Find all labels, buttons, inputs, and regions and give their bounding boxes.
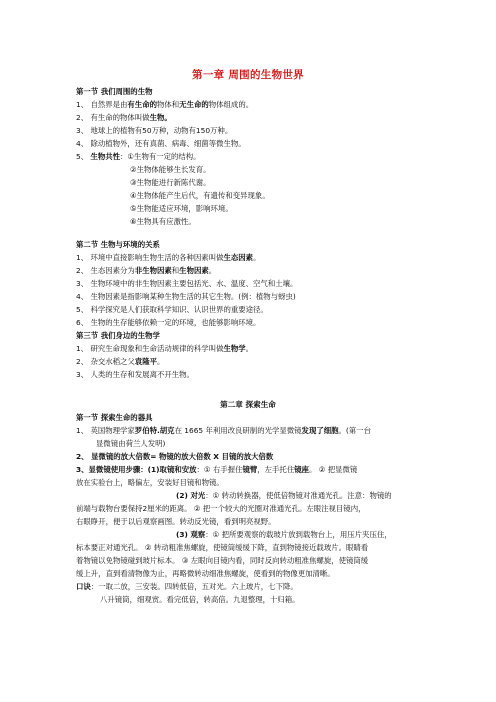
- sec3-item-2: [76, 357, 164, 366]
- sec2-item-4: 4、 生物因素是指影响某种生物生活的其它生物。(例：植物与蚜虫): [76, 292, 296, 301]
- trait-4: ④生物体能产生后代，有遗传和变异现象。: [130, 191, 270, 200]
- text: ：① 把所要观察的载玻片放到载物台上，用压片夹压住，: [205, 530, 392, 539]
- text: 1、 环境中直接影响生物生活的各种因素叫做: [76, 253, 224, 262]
- text: ：① 转动转换器，使低倍物镜对准通光孔。注意：物镜的: [205, 491, 392, 500]
- text: 在 1665 年利用改良研制的光学显微镜: [174, 426, 302, 435]
- mnemonic-cont: 八升镜筒，细观赏。看完低倍，转高倍。九退整理，十归箱。: [100, 595, 300, 604]
- trait-2: ②生物体能够生长发育。: [130, 165, 211, 174]
- sec2-item-5: 5、 科学探究是人们获取科学知识、认识世界的重要途径。: [76, 305, 268, 314]
- sec1-item-1: [76, 100, 253, 109]
- bold-text: 袁隆平: [134, 357, 157, 366]
- sec1-heading: 第一节 我们周围的生物: [76, 87, 153, 96]
- sec1-item-2: [76, 113, 172, 122]
- text: 。: [156, 357, 165, 366]
- trait-3: ③生物能进行新陈代谢。: [130, 178, 211, 187]
- sec1-item-3: 3、 地球上的植物有50万种，动物有150万种。: [76, 126, 233, 135]
- ch2-item-2: 2、 显微镜的放大倍数= 物镜的放大倍数 X 目镜的放大倍数: [76, 452, 274, 461]
- bold-text: 生物共性: [90, 152, 121, 161]
- bold-text: 镜臂: [242, 465, 258, 474]
- text: 1、 自然界是由: [76, 100, 128, 109]
- sec3-heading: 第三节 我们身边的生物学: [76, 331, 160, 340]
- text: ：① 右手握住: [196, 465, 243, 474]
- text: 物体组成的。: [208, 100, 254, 109]
- text: 物体和: [156, 100, 180, 109]
- text: 1、 英国物理学家: [76, 426, 135, 435]
- text: 。(第一台: [338, 426, 371, 435]
- step-3-cont-1: 标本要正对通光孔。 ② 转动粗准焦螺旋，使镜筒缓缓下降，直到物镜接近载玻片。眼睛看: [76, 543, 369, 552]
- trait-6: ⑥生物具有应激性。: [130, 217, 196, 226]
- sec3-item-1: [76, 344, 253, 353]
- step-3-cont-3: 缓上升，直到看清物像为止，再略微转动细准焦螺旋，使看到的物像更加清晰。: [76, 569, 335, 578]
- text: 。: [208, 266, 217, 275]
- sec2-item-6: 6、 生物的生存能够依赖一定的环境，也能够影响环境。: [76, 318, 261, 327]
- chapter2-title: 第二章 探索生命: [220, 400, 276, 409]
- bold-text: 生物。: [149, 113, 172, 122]
- bold-text: (3) 观察: [176, 530, 206, 539]
- text: 2、 有生命的物体叫做: [76, 113, 150, 122]
- text: ：一取二放，三安装。四转低倍，五对光。六上玻片，七下降。: [90, 582, 298, 591]
- sec2-item-1: [76, 253, 260, 262]
- bold-text: (2) 对光: [176, 491, 206, 500]
- bold-text: 口诀: [76, 582, 91, 591]
- bold-text: 生态因素: [223, 253, 254, 262]
- trait-5: ⑤生物能适应环境，影响环境。: [130, 204, 233, 213]
- ch2-item-3-cont: 放在实验台上，略偏左，安装好目镜和物镜。: [76, 478, 224, 487]
- step-3-cont-2: 着物镜以免物镜碰到玻片标本。 ③ 左眼向目镜内看，同时反向转动粗准焦螺旋，使镜筒缓: [76, 556, 369, 565]
- ch2-item-1-cont: 显微镜由荷兰人发明): [96, 439, 166, 448]
- sec3-item-3: 3、 人类的生存和发展离不开生物。: [76, 370, 194, 379]
- bold-text: 生物学: [223, 344, 246, 353]
- text: 2、 生态因素分为: [76, 266, 135, 275]
- text: 。: [253, 253, 261, 262]
- ch2-sec1-heading: 第一节 探索生命的器具: [76, 413, 153, 422]
- text: 1、 研究生命现象和生命活动规律的科学叫做: [76, 344, 224, 353]
- bold-text: 镜座: [294, 465, 310, 474]
- step-2-cont-2: 右眼睁开，便于以后观察画图。转动反光镜，看到明亮视野。: [76, 517, 276, 526]
- bold-text: 3、显微镜使用步骤：(1)取镜和安放: [76, 465, 197, 474]
- sec1-item-5: [76, 152, 201, 161]
- sec2-heading: 第二节 生物与环境的关系: [76, 240, 160, 249]
- bold-text: 非生物因素: [134, 266, 172, 275]
- text: 。 ② 把显微镜: [309, 465, 358, 474]
- text: 和: [171, 266, 180, 275]
- step-2: [176, 491, 392, 500]
- sec2-item-2: [76, 266, 216, 275]
- sec1-item-4: 4、 除动植物外，还有真菌、病毒、细菌等微生物。: [76, 139, 246, 148]
- text: ，左手托住: [257, 465, 295, 474]
- step-3: [176, 530, 392, 539]
- text: 5、: [76, 152, 91, 161]
- bold-text: 有生命的: [127, 100, 157, 109]
- bold-text: 罗伯特.胡克: [134, 426, 175, 435]
- chapter1-title: 第一章 周围的生物世界: [192, 69, 304, 81]
- ch2-item-3: [76, 465, 357, 474]
- ch2-item-1: [76, 426, 371, 435]
- bold-text: 发现了细胞: [301, 426, 339, 435]
- text: 2、 杂交水稻之父: [76, 357, 135, 366]
- mnemonic: [76, 582, 298, 591]
- bold-text: 无生命的: [179, 100, 209, 109]
- sec2-item-3: 3、 生物环境中的非生物因素主要包括光、水、温度、空气和土壤。: [76, 279, 298, 288]
- bold-text: 生物因素: [179, 266, 209, 275]
- step-2-cont-1: 前端与载物台要保持2厘米的距离。 ② 把一个较大的光圈对准通光孔。左眼注视目镜内，: [76, 504, 366, 513]
- text: 。: [245, 344, 254, 353]
- text: ：①生物有一定的结构。: [120, 152, 201, 161]
